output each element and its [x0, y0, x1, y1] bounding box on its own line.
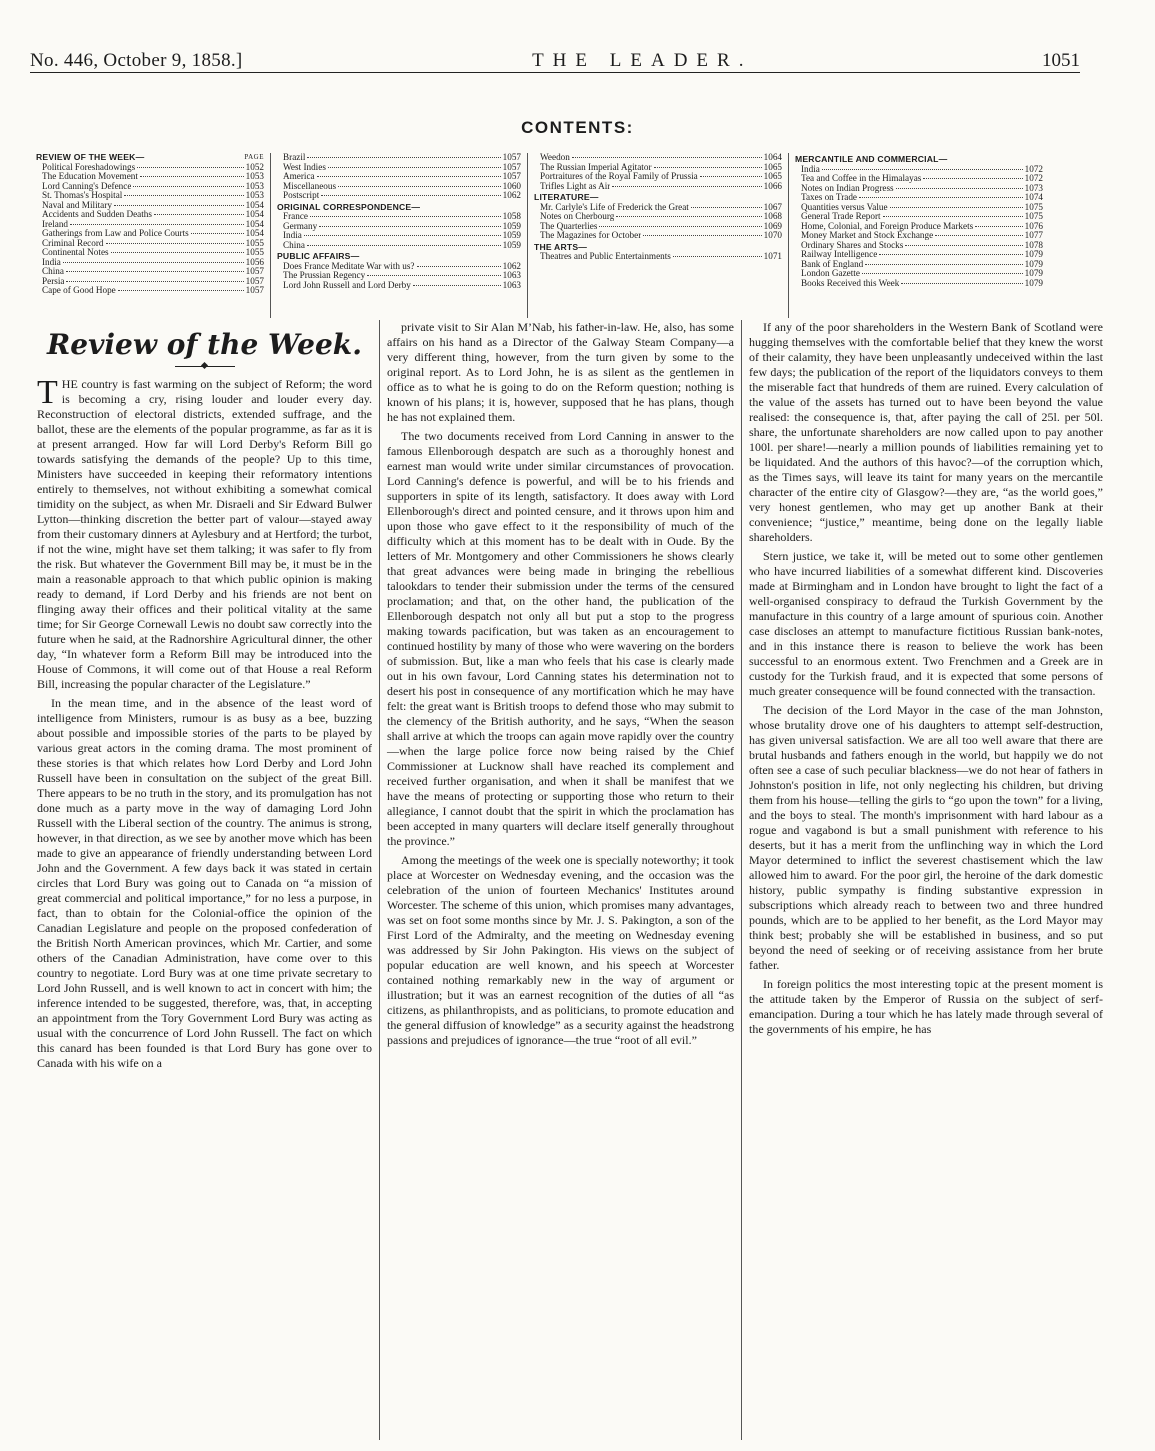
toc-heading-correspondence: ORIGINAL CORRESPONDENCE— — [277, 201, 421, 212]
toc-entry-page: 1079 — [1024, 268, 1043, 278]
toc-entry — [36, 201, 264, 211]
toc-entry — [534, 182, 782, 192]
toc-leader-dots — [118, 290, 244, 291]
toc-page-label: PAGE — [244, 153, 264, 161]
toc-entry-label: India — [42, 257, 61, 267]
toc-entry — [795, 269, 1043, 279]
issue-date: No. 446, October 9, 1858.] — [30, 50, 243, 71]
toc-entry-page: 1062 — [502, 260, 521, 271]
toc-entry — [534, 163, 782, 173]
toc-list-literature — [534, 203, 782, 241]
paragraph: If any of the poor shareholders in the Western Bank of Scotland were hugging themselves with the comfortable belief that they knew the worst of their calamity, they have been unpleasantly undeceived within the last few days; the publication of the report of the liquidators conveys to them the miserable fact that hundreds of them are ruined. Every calculation of the value of the assets has turned out to have been beyond the value realised: the consequence is, that, after paying the call of 25l. per 50l. share, the unfortunate shareholders are now called upon to pay another 100l. per share!—nearly a million pounds of liabilities remaining yet to be liquidated. And the authors of this havoc?—of the corruption which, as the Times says, will leave its taint for many years on the mercantile character of the entire city of Glasgow?—they are, “as the world goes,” very honest gentlemen, who may get up another Bank at their convenience; “justice,” meantime, being done on the legally liable shareholders. — [749, 320, 1103, 544]
toc-entry — [795, 231, 1043, 241]
toc-entry-page: 1057 — [245, 275, 264, 286]
toc-entry-label: St. Thomas's Hospital — [42, 191, 123, 200]
paragraph: In the mean time, and in the absence of the least word of intelligence from Ministers, rumour is as busy as a bee, buzzing about possible and impossible stories of the parts to be played by various great actors in the coming drama. The most prominent of these stories is that which relates how Lord Derby and Lord John Russell have been in consultation on the subject of the great Bill. There appears to be no truth in the story, and its promulgation has not done much as a party move in the way of damaging Lord John Russell with the Liberal section of the country. The animus is strong, however, in that direction, as we see by another move which has been made to give an appearance of friendly understanding between Lord John and the Government. A few days back it was stated in certain circles that Lord Bury was going out to Canada on “a mission of great commercial and political importance,” for no less a purpose, in fact, than to obtain for the Colonial-office the opinion of the Canadian Legislature and people on the proposed confederation of the British North American provinces, which Mr. Cartier, and some others of the Canadian Administration, have come over to this country to negotiate. Lord Bury was at one time private secretary to Lord John Russell, and is well known to act in concert with him; the inference intended to be suggested, therefore, was, that, in accepting an appointment from the Tory Government Lord Bury was acting as usual with the concurrence of Lord John Russell. The fact on which this canard has been founded is that Lord Bury has gone over to Canada with his wife on a — [37, 696, 372, 1070]
paragraph-text: HE country is fast warming on the subject of Reform; the word is becoming a cry, rising louder and louder every day. Reconstruction of electoral districts, extended suffrage, and the ballot, these are the elements of the popular programme, as far as it is at present arranged. How far will Lord Derby's Reform Bill go towards satisfying the demands of the people? Up to this time, Ministers have succeeded in keeping their reformatory intentions entirely to themselves, not without exhibiting a somewhat comical timidity on the subject, as when Mr. Disraeli and Sir Edward Bulwer Lytton—thinking discretion the better part of valour—stayed away from their customary dinners at Aylesbury and at Hertford; the turbot, if not the wine, might have set them talking; it was safer to fly from the risk. But whatever the Government Bill may be, it must be in the main a reasonable approach to that which public opinion is making ready to demand, if Lord Derby and his friends are not bent on flinging away their offices and their political vitality at the same time; for Sir George Cornewall Lewis no doubt saw correctly into the future when he said, at the Radnorshire Agricultural dinner, the other day, “In whatever form a Reform Bill may be introduced into the House of Commons, it will come out of that House a real Reform Bill, increasing the popular character of the Legislature.” — [37, 377, 372, 691]
toc-entry-page: 1074 — [1024, 192, 1043, 202]
article-body — [30, 320, 1110, 1440]
toc-list-mercantile — [795, 165, 1043, 289]
toc-entry-label: The Quarterlies — [540, 221, 598, 231]
toc-leader-dots — [133, 186, 243, 187]
toc-entry-page: 1053 — [245, 180, 264, 191]
toc-leader-dots — [413, 285, 501, 286]
toc-entry-label: Portraitures of the Royal Family of Prussia — [540, 172, 698, 181]
toc-entry-label: India — [283, 231, 302, 240]
toc-leader-dots — [106, 243, 244, 244]
toc-entry-label: Ireland — [42, 219, 69, 229]
toc-leader-dots — [111, 252, 244, 253]
toc-heading-arts: THE ARTS— — [534, 241, 588, 252]
toc-entry-page: 1059 — [502, 230, 521, 240]
toc-entry-page: 1057 — [502, 161, 521, 172]
toc-entry-label: Political Foreshadowings — [42, 162, 136, 172]
column-1-paragraphs — [37, 374, 372, 1071]
toc-entry-page: 1079 — [1024, 258, 1043, 269]
toc-entry — [277, 191, 521, 201]
article-column-3 — [742, 320, 1110, 1440]
paragraph — [37, 374, 372, 692]
toc-entry-page: 1053 — [245, 171, 264, 181]
paragraph: private visit to Sir Alan M’Nab, his father-in-law. He, also, has some affairs on his hand as a Director of the Galway Steam Company—a very different thing, however, from the turn given by some to the original report. As to Lord John, he is as silent as the gentlemen in office as to what he is going to do on the Reform question; nothing is known of his plans; it is, however, supposed that he has plans, though he has not explained them. — [387, 320, 734, 424]
toc-leader-dots — [140, 176, 244, 177]
toc-entry-page: 1063 — [502, 270, 521, 280]
toc-entry-label: Accidents and Sudden Deaths — [42, 210, 152, 219]
toc-entry-page: 1059 — [502, 239, 521, 250]
toc-entry — [277, 231, 521, 241]
toc-entry — [795, 165, 1043, 175]
toc-entry — [534, 252, 782, 262]
toc-leader-dots — [862, 273, 1023, 274]
toc-column-3 — [528, 153, 789, 318]
toc-entry-page: 1063 — [502, 279, 521, 290]
toc-leader-dots — [599, 226, 761, 227]
toc-heading-literature: LITERATURE— — [534, 192, 599, 202]
toc-entry-label: Postscript — [283, 191, 320, 200]
toc-leader-dots — [822, 169, 1023, 170]
toc-entry-page: 1078 — [1024, 239, 1043, 250]
toc-entry-label: The Prussian Regency — [283, 271, 366, 280]
toc-entry — [36, 229, 264, 239]
masthead — [30, 44, 1080, 73]
toc-leader-dots — [63, 262, 244, 263]
column-3-paragraphs — [749, 320, 1103, 1037]
toc-entry — [795, 174, 1043, 184]
toc-entry-page: 1054 — [245, 228, 264, 238]
toc-entry — [36, 191, 264, 201]
toc-entry-page: 1052 — [245, 161, 264, 172]
toc-leader-dots — [66, 281, 243, 282]
toc-entry-page: 1072 — [1024, 173, 1043, 183]
toc-entry-page: 1056 — [245, 256, 264, 267]
toc-entry-label: Taxes on Trade — [801, 193, 858, 202]
toc-entry — [795, 212, 1043, 222]
toc-entry-page: 1065 — [763, 171, 782, 181]
toc-entry-page: 1064 — [763, 152, 782, 162]
toc-entry-page: 1057 — [245, 285, 264, 295]
toc-leader-dots — [923, 178, 1022, 179]
toc-entry — [534, 203, 782, 213]
toc-entry-label: Naval and Military — [42, 200, 112, 210]
newspaper-title: THE LEADER. — [532, 50, 753, 71]
toc-leader-dots — [137, 167, 243, 168]
toc-entry-page: 1053 — [245, 190, 264, 200]
page-number: 1051 — [1041, 50, 1080, 71]
toc-entry-page: 1054 — [245, 218, 264, 229]
toc-leader-dots — [691, 207, 762, 208]
toc-entry-page: 1076 — [1024, 220, 1043, 231]
toc-entry-page: 1073 — [1024, 182, 1043, 193]
toc-entry-page: 1058 — [502, 211, 521, 221]
toc-entry-page: 1075 — [1024, 201, 1043, 212]
toc-entry-label: Theatres and Public Entertainments — [540, 252, 671, 261]
toc-entry-label: London Gazette — [801, 269, 860, 278]
toc-entry-label: Does France Meditate War with us? — [283, 261, 415, 271]
toc-entry-label: Lord John Russell and Lord Derby — [283, 280, 411, 290]
toc-entry — [36, 286, 264, 296]
toc-entry-label: Trifles Light as Air — [540, 181, 611, 191]
toc-entry-label: The Education Movement — [42, 172, 138, 181]
toc-entry-label: America — [283, 172, 315, 181]
toc-entry — [277, 222, 521, 232]
toc-column-2 — [271, 153, 528, 318]
toc-entry-label: The Russian Imperial Agitator — [540, 162, 652, 172]
toc-entry — [277, 153, 521, 163]
toc-leader-dots — [879, 254, 1022, 255]
toc-entry-label: Miscellaneous — [283, 181, 337, 191]
toc-leader-dots — [673, 256, 762, 257]
toc-leader-dots — [338, 186, 501, 187]
toc-entry-label: Tea and Coffee in the Himalayas — [801, 174, 922, 183]
toc-entry-label: Mr. Carlyle's Life of Frederick the Great — [540, 202, 689, 212]
toc-leader-dots — [616, 216, 761, 217]
toc-entry-label: Railway Intelligence — [801, 250, 878, 259]
toc-leader-dots — [417, 266, 501, 267]
toc-leader-dots — [307, 157, 500, 158]
toc-entry — [795, 279, 1043, 289]
toc-leader-dots — [191, 233, 244, 234]
toc-leader-dots — [304, 235, 501, 236]
toc-entry-page: 1079 — [1024, 249, 1043, 259]
toc-entry-page: 1054 — [245, 209, 264, 219]
toc-leader-dots — [859, 197, 1023, 198]
toc-leader-dots — [865, 264, 1022, 265]
toc-entry — [534, 231, 782, 241]
toc-entry — [36, 239, 264, 249]
toc-heading-public-affairs: PUBLIC AFFAIRS— — [277, 251, 360, 261]
toc-leader-dots — [905, 245, 1022, 246]
toc-entry-page: 1069 — [763, 220, 782, 231]
toc-entry-label: Quantities versus Value — [801, 202, 888, 212]
toc-leader-dots — [317, 176, 501, 177]
toc-list-misc — [277, 153, 521, 201]
toc-leader-dots — [935, 235, 1022, 236]
drop-cap: T — [37, 374, 58, 411]
toc-entry — [36, 267, 264, 277]
column-2-paragraphs — [387, 320, 734, 1048]
toc-leader-dots — [319, 226, 500, 227]
toc-entry-page: 1055 — [245, 237, 264, 248]
paragraph: The decision of the Lord Mayor in the case of the man Johnston, whose brutality drove one of his daughters to attempt self-destruction, has given universal satisfaction. We are all too well aware that there are brutal husbands and fathers enough in the world, but happily we do not often see a case of such peculiar blackness—we do not hear of fathers in Johnston's position in life, not only neglecting his children, but driving them from his house—telling the girls to “go upon the town” for a living, and the boys to steal. The month's imprisonment with hard labour as a rogue and vagabond is but a small punishment with reference to his deserts, but it has a merit from the unflinching way in which the Lord Mayor determined to inflict the severest chastisement which the law allowed him to award. For the poor girl, the heroine of the dark domestic history, public sympathy is finding substantive expression in subscriptions which already reach to between two and three hundred pounds, which are to be applied to her benefit, as the Lord Mayor may think best; probably she will be established in business, and so put beyond the need of seeking or of receiving assistance from her brute father. — [749, 703, 1103, 972]
toc-entry-page: 1072 — [1024, 163, 1043, 174]
toc-entry-page: 1057 — [502, 171, 521, 181]
toc-entry — [534, 153, 782, 163]
toc-leader-dots — [975, 226, 1022, 227]
toc-leader-dots — [328, 167, 501, 168]
toc-leader-dots — [70, 224, 244, 225]
toc-entry-label: West Indies — [283, 162, 326, 172]
toc-entry-label: Bank of England — [801, 259, 864, 269]
toc-leader-dots — [321, 195, 500, 196]
toc-leader-dots — [654, 167, 762, 168]
toc-entry-page: 1067 — [763, 201, 782, 212]
toc-entry — [795, 184, 1043, 194]
toc-entry — [36, 182, 264, 192]
toc-heading-mercantile: MERCANTILE AND COMMERCIAL— — [795, 154, 948, 164]
toc-entry-page: 1068 — [763, 211, 782, 221]
toc-leader-dots — [307, 245, 501, 246]
toc-entry — [36, 172, 264, 182]
toc-entry-label: The Magazines for October — [540, 231, 642, 240]
toc-list-public-affairs — [277, 262, 521, 291]
toc-entry-page: 1060 — [502, 180, 521, 191]
toc-list-arts — [534, 252, 782, 262]
toc-entry-label: Germany — [283, 221, 318, 231]
toc-entry-page: 1057 — [245, 266, 264, 276]
toc-entry-label: Money Market and Stock Exchange — [801, 231, 934, 240]
ornament-rule — [175, 366, 235, 367]
toc-entry — [36, 248, 264, 258]
toc-list-review — [36, 163, 264, 296]
toc-entry-label: Notes on Cherbourg — [540, 212, 615, 221]
toc-entry — [795, 222, 1043, 232]
toc-heading-review: REVIEW OF THE WEEK— — [36, 152, 145, 162]
toc-leader-dots — [124, 195, 243, 196]
toc-entry — [277, 281, 521, 291]
toc-entry-page: 1070 — [763, 230, 782, 240]
toc-entry-page: 1054 — [245, 199, 264, 210]
toc-leader-dots — [896, 188, 1023, 189]
toc-leader-dots — [66, 271, 244, 272]
toc-entry-label: China — [283, 240, 305, 250]
section-title: Review of the Week. — [47, 328, 362, 361]
toc-entry — [795, 193, 1043, 203]
toc-column-1 — [30, 153, 271, 318]
toc-entry-page: 1062 — [502, 190, 521, 200]
paragraph: Among the meetings of the week one is specially noteworthy; it took place at Worcester on Wednesday evening, and the occasion was the celebration of the union of fourteen Mechanics' Institutes around Worcester. The scheme of this union, which promises many advantages, was set on foot some months since by Mr. J. S. Pakington, a son of the First Lord of the Admiralty, and the meeting on Wednesday evening was addressed by Sir John Pakington. His views on the subject of popular education are well known, and his speech at Worcester contained nothing remarkably new in the way of argument or illustration; but it was an earnest recognition of the duties of all “as citizens, as philanthropists, and as politicians, to promote education and the general diffusion of knowledge” as a security against the headstrong passions and prejudices of ignorance—the true “root of all evil.” — [387, 853, 734, 1047]
toc-entry-page: 1066 — [763, 180, 782, 191]
toc-entry — [795, 250, 1043, 260]
toc-entry-label: Gatherings from Law and Police Courts — [42, 229, 189, 238]
toc-entry — [277, 163, 521, 173]
toc-entry-label: India — [801, 164, 820, 174]
toc-entry-label: China — [42, 267, 64, 276]
toc-leader-dots — [367, 275, 500, 276]
toc-entry — [277, 241, 521, 251]
article-column-2 — [380, 320, 742, 1440]
toc-entry — [534, 222, 782, 232]
toc-list-correspondence — [277, 212, 521, 250]
toc-entry-page: 1057 — [502, 152, 521, 162]
toc-entry — [277, 212, 521, 222]
article-column-1 — [30, 320, 380, 1440]
toc-entry-page: 1077 — [1024, 230, 1043, 240]
toc-entry — [36, 258, 264, 268]
toc-entry-page: 1055 — [245, 247, 264, 257]
toc-leader-dots — [883, 216, 1023, 217]
toc-entry — [795, 241, 1043, 251]
toc-entry — [277, 271, 521, 281]
toc-leader-dots — [572, 157, 762, 158]
toc-list-articles — [534, 153, 782, 191]
toc-leader-dots — [700, 176, 762, 177]
toc-leader-dots — [114, 205, 244, 206]
contents-heading: CONTENTS: — [521, 118, 634, 137]
toc-leader-dots — [643, 235, 761, 236]
toc-entry-label: Notes on Indian Progress — [801, 183, 894, 193]
paragraph: Stern justice, we take it, will be meted out to some other gentlemen who have incurred liabilities of a somewhat different kind. Discoveries made at Birmingham and in London have brought to light the fact of a well-organised conspiracy to defraud the Turkish Government by the manufacture in this country of a large amount of spurious coin. Another case discloses an attempt to manufacture fictitious Russian bank-notes, and in this instance there is reason to believe the work has been successful to an enormous extent. Two Frenchmen and a Greek are in custody for the Turkish fraud, and it is expected that some persons of much greater consequence will be found connected with the transaction. — [749, 549, 1103, 698]
toc-leader-dots — [310, 216, 501, 217]
toc-entry — [795, 203, 1043, 213]
toc-entry — [277, 262, 521, 272]
toc-entry-label: Cape of Good Hope — [42, 286, 116, 295]
toc-entry-page: 1059 — [502, 220, 521, 231]
toc-entry — [534, 212, 782, 222]
toc-entry — [36, 277, 264, 287]
toc-entry-page: 1079 — [1024, 277, 1043, 288]
toc-entry — [36, 220, 264, 230]
toc-entry — [36, 163, 264, 173]
toc-column-4 — [789, 153, 1049, 318]
toc-entry-page: 1065 — [763, 161, 782, 172]
toc-entry — [36, 210, 264, 220]
toc-entry-label: Persia — [42, 276, 65, 286]
toc-entry — [534, 172, 782, 182]
toc-leader-dots — [901, 283, 1022, 284]
toc-entry-page: 1075 — [1024, 211, 1043, 221]
toc-entry — [277, 172, 521, 182]
paragraph: The two documents received from Lord Canning in answer to the famous Ellenborough despatch are such as a thoroughly honest and earnest man would write under similar circumstances of provocation. Lord Canning's defence is powerful, and will be to his friends and supporters in spite of its length, satisfactory. It does away with Lord Ellenborough's direct and pointed censure, and it throws upon him and upon those who gave effect to it the responsibility of much of the difficulty which at this moment has to be dealt with in Oude. By the letters of Mr. Montgomery and other Commissioners he shows clearly that great advances were being made in bringing the rebellious talookdars to tender their submission under the terms of the censured proclamation; and that, on the other hand, the publication of the Ellenborough despatch not only all but put a stop to the progress making towards pacification, but was taken as an encouragement to continued hostility by many of those who were wavering on the borders of submission. But, like a man who feels that his case is clearly made out in his own favour, Lord Canning states his determination not to desert his post in consequence of any mortification which he may have felt: the great want is British troops to defend those who may submit to the clemency of the British authority, and he says, “When the season shall arrive at which the troops can again move rapidly over the country—when the large police force now being raised by the Chief Commissioner at Lucknow shall have reached its complement and received further organisation, and when it shall be manifest that we have the means of protecting or supporting those who return to their allegiance, I cannot doubt that the spirit in which the proclamation has been accepted in many quarters will declare itself generally throughout the province.” — [387, 429, 734, 848]
toc-leader-dots — [154, 214, 244, 215]
toc-entry-label: Criminal Record — [42, 238, 104, 248]
toc-entry-label: Lord Canning's Defence — [42, 181, 132, 191]
toc-entry — [277, 182, 521, 192]
toc-entry-label: Continental Notes — [42, 248, 109, 257]
toc-entry — [795, 260, 1043, 270]
toc-entry-label: Brazil — [283, 153, 306, 162]
toc-entry-label: Ordinary Shares and Stocks — [801, 240, 904, 250]
toc-leader-dots — [612, 186, 761, 187]
toc-entry-label: Books Received this Week — [801, 278, 900, 288]
toc-entry-label: Weedon — [540, 153, 570, 162]
toc-leader-dots — [890, 207, 1023, 208]
table-of-contents — [30, 153, 1110, 318]
toc-entry-label: France — [283, 212, 308, 221]
toc-entry-label: Home, Colonial, and Foreign Produce Markets — [801, 221, 974, 231]
toc-entry-label: General Trade Report — [801, 212, 881, 221]
toc-entry-page: 1071 — [763, 251, 782, 261]
paragraph: In foreign politics the most interesting topic at the present moment is the attitude taken by the Emperor of Russia on the subject of serf-emancipation. During a tour which he has lately made through several of the governments of his empire, he has — [749, 977, 1103, 1036]
